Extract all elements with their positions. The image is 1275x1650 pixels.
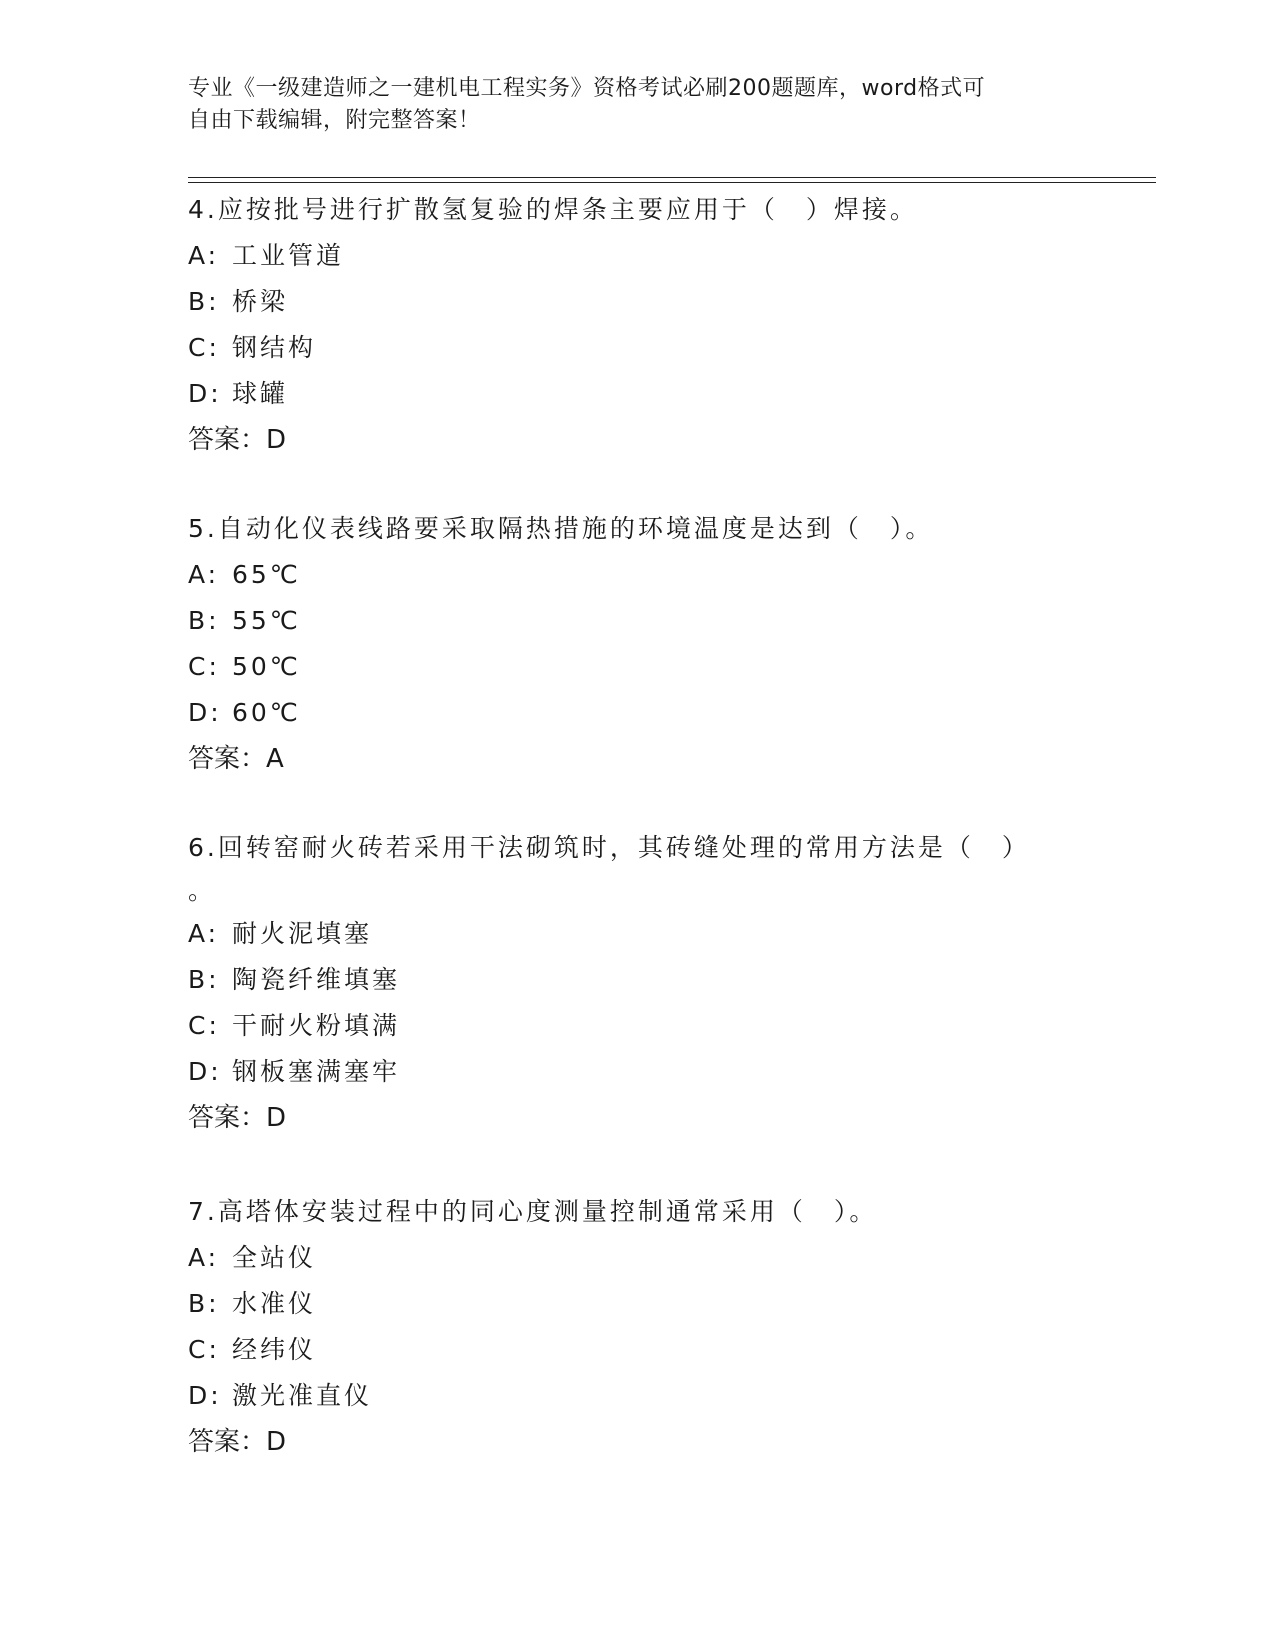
option-key: B:	[188, 287, 220, 316]
option-b	[188, 598, 1088, 644]
answer-value: D	[266, 1103, 288, 1133]
option-key: C:	[188, 1335, 220, 1364]
header-line-1: 专业《一级建造师之一建机电工程实务》资格考试必刷200题题库，word格式可	[188, 76, 986, 101]
option-text: 全站仪	[232, 1243, 317, 1272]
option-d	[188, 1049, 1088, 1095]
answer-label: 答案：	[188, 1427, 267, 1457]
answer-line	[188, 417, 1088, 463]
header-divider-top	[188, 177, 1156, 178]
option-text: 桥梁	[232, 287, 289, 316]
answer-label: 答案：	[188, 425, 267, 455]
option-key: A:	[188, 560, 220, 589]
answer-value: A	[266, 744, 285, 774]
option-key: D:	[188, 698, 222, 727]
option-list	[188, 552, 1088, 736]
answer-line	[188, 1095, 1088, 1141]
option-text: 耐火泥填塞	[232, 919, 373, 948]
option-key: B:	[188, 965, 220, 994]
option-d	[188, 1373, 1088, 1419]
document-header	[188, 73, 1088, 137]
option-key: D:	[188, 1057, 222, 1086]
option-key: A:	[188, 1243, 220, 1272]
option-text: 激光准直仪	[232, 1381, 373, 1410]
question-4	[188, 187, 1088, 463]
question-stem-continuation: 。	[188, 876, 217, 905]
option-text: 干耐火粉填满	[232, 1011, 401, 1040]
question-6	[188, 825, 1088, 1141]
option-list	[188, 911, 1088, 1095]
header-line-2: 自由下载编辑，附完整答案！	[188, 108, 481, 133]
question-stem: 6.回转窑耐火砖若采用干法砌筑时，其砖缝处理的常用方法是（ ）	[188, 833, 1030, 862]
option-list	[188, 233, 1088, 417]
option-a	[188, 233, 1088, 279]
header-divider-bottom	[188, 182, 1156, 183]
option-key: B:	[188, 606, 220, 635]
option-c	[188, 1327, 1088, 1373]
option-key: C:	[188, 333, 220, 362]
option-c	[188, 644, 1088, 690]
option-key: C:	[188, 652, 220, 681]
option-d	[188, 690, 1088, 736]
question-stem: 7.高塔体安装过程中的同心度测量控制通常采用（ ）。	[188, 1197, 878, 1226]
answer-label: 答案：	[188, 1103, 267, 1133]
option-text: 经纬仪	[232, 1335, 317, 1364]
option-key: C:	[188, 1011, 220, 1040]
option-c	[188, 1003, 1088, 1049]
question-stem: 5.自动化仪表线路要采取隔热措施的环境温度是达到（ ）。	[188, 514, 934, 543]
option-key: D:	[188, 1381, 222, 1410]
option-text: 陶瓷纤维填塞	[232, 965, 401, 994]
option-text: 钢结构	[232, 333, 317, 362]
option-b	[188, 1281, 1088, 1327]
option-c	[188, 325, 1088, 371]
option-text: 球罐	[232, 379, 289, 408]
option-list	[188, 1235, 1088, 1419]
option-text: 55℃	[232, 606, 301, 635]
answer-line	[188, 1419, 1088, 1465]
answer-label: 答案：	[188, 744, 267, 774]
option-text: 工业管道	[232, 241, 345, 270]
question-stem: 4.应按批号进行扩散氢复验的焊条主要应用于（ ）焊接。	[188, 195, 918, 224]
answer-value: D	[266, 425, 288, 455]
option-text: 钢板塞满塞牢	[232, 1057, 401, 1086]
option-b	[188, 279, 1088, 325]
answer-line	[188, 736, 1088, 782]
option-text: 60℃	[232, 698, 301, 727]
option-text: 65℃	[232, 560, 301, 589]
option-text: 50℃	[232, 652, 301, 681]
option-b	[188, 957, 1088, 1003]
option-a	[188, 1235, 1088, 1281]
option-key: B:	[188, 1289, 220, 1318]
option-key: D:	[188, 379, 222, 408]
option-text: 水准仪	[232, 1289, 317, 1318]
option-a	[188, 911, 1088, 957]
question-7	[188, 1189, 1088, 1465]
option-d	[188, 371, 1088, 417]
option-key: A:	[188, 241, 220, 270]
option-a	[188, 552, 1088, 598]
option-key: A:	[188, 919, 220, 948]
answer-value: D	[266, 1427, 288, 1457]
question-5	[188, 506, 1088, 782]
